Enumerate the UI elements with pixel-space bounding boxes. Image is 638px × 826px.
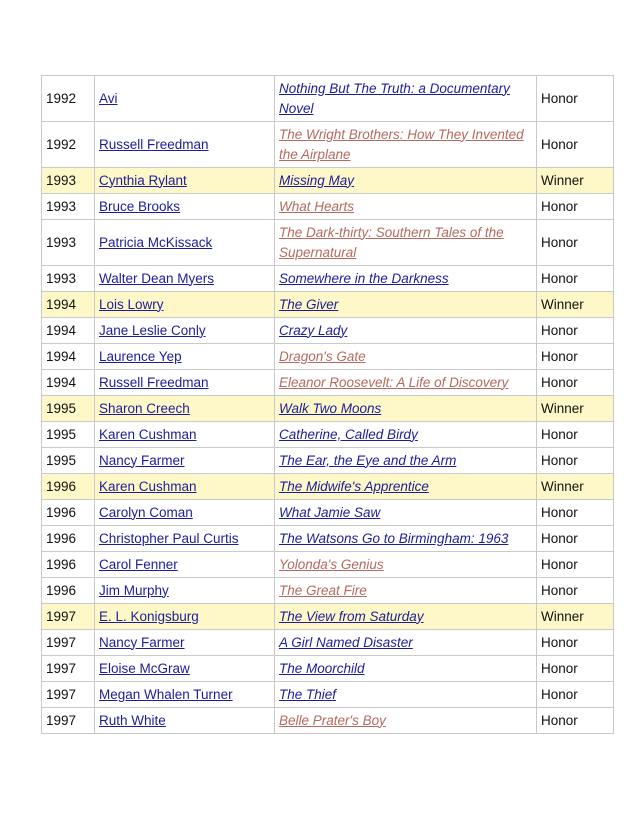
author-cell (95, 422, 275, 448)
book-title-link[interactable]: What Hearts (279, 198, 355, 214)
table-row (42, 656, 614, 682)
author-link[interactable]: Megan Whalen Turner (99, 686, 233, 702)
year-cell: 1996 (42, 474, 95, 500)
year-cell: 1992 (42, 76, 95, 122)
year-cell: 1993 (42, 194, 95, 220)
title-cell (275, 422, 537, 448)
title-cell (275, 292, 537, 318)
result-cell: Winner (537, 396, 614, 422)
author-cell (95, 122, 275, 168)
book-title-link[interactable]: The Giver (279, 296, 339, 312)
book-title-link[interactable]: What Jamie Saw (279, 504, 381, 520)
result-cell: Honor (537, 500, 614, 526)
book-title-link[interactable]: A Girl Named Disaster (279, 634, 413, 650)
author-cell (95, 344, 275, 370)
year-cell: 1995 (42, 422, 95, 448)
book-title-link[interactable]: Crazy Lady (279, 322, 348, 338)
title-cell (275, 448, 537, 474)
result-cell: Honor (537, 344, 614, 370)
book-title-link[interactable]: Yolonda's Genius (279, 556, 384, 572)
result-cell: Winner (537, 604, 614, 630)
title-cell (275, 168, 537, 194)
result-cell: Honor (537, 220, 614, 266)
result-cell: Honor (537, 682, 614, 708)
year-cell: 1993 (42, 266, 95, 292)
year-cell: 1996 (42, 526, 95, 552)
result-cell: Winner (537, 474, 614, 500)
author-cell (95, 500, 275, 526)
author-cell (95, 194, 275, 220)
year-cell: 1994 (42, 292, 95, 318)
author-cell (95, 708, 275, 734)
author-link[interactable]: Christopher Paul Curtis (99, 530, 239, 546)
author-cell (95, 76, 275, 122)
book-title-link[interactable]: The Ear, the Eye and the Arm (279, 452, 457, 468)
book-title-link[interactable]: The Midwife's Apprentice (279, 478, 429, 494)
result-cell: Honor (537, 318, 614, 344)
table-row (42, 168, 614, 194)
title-cell (275, 526, 537, 552)
author-cell (95, 630, 275, 656)
awards-table-body (42, 76, 614, 734)
author-cell (95, 168, 275, 194)
result-cell: Honor (537, 552, 614, 578)
author-link[interactable]: Laurence Yep (99, 348, 182, 364)
year-cell: 1993 (42, 168, 95, 194)
table-row (42, 318, 614, 344)
result-cell: Winner (537, 292, 614, 318)
year-cell: 1994 (42, 344, 95, 370)
author-cell (95, 318, 275, 344)
title-cell (275, 344, 537, 370)
author-link[interactable]: Eloise McGraw (99, 660, 190, 676)
year-cell: 1996 (42, 500, 95, 526)
table-row (42, 474, 614, 500)
author-cell (95, 526, 275, 552)
book-title-link[interactable]: Nothing But The Truth: a Documentary Novel (279, 80, 510, 116)
author-link[interactable]: Russell Freedman (99, 374, 209, 390)
result-cell: Honor (537, 422, 614, 448)
result-cell: Honor (537, 194, 614, 220)
result-cell: Honor (537, 656, 614, 682)
author-cell (95, 292, 275, 318)
author-link[interactable]: Jim Murphy (99, 582, 169, 598)
book-title-link[interactable]: The View from Saturday (279, 608, 424, 624)
author-link[interactable]: Bruce Brooks (99, 198, 181, 214)
author-cell (95, 552, 275, 578)
table-row (42, 220, 614, 266)
author-cell (95, 578, 275, 604)
year-cell: 1997 (42, 604, 95, 630)
title-cell (275, 500, 537, 526)
year-cell: 1993 (42, 220, 95, 266)
title-cell (275, 266, 537, 292)
title-cell (275, 318, 537, 344)
book-title-link[interactable]: Eleanor Roosevelt: A Life of Discovery (279, 374, 509, 390)
title-cell (275, 474, 537, 500)
table-row (42, 422, 614, 448)
author-link[interactable]: Karen Cushman (99, 426, 197, 442)
table-row (42, 630, 614, 656)
author-cell (95, 370, 275, 396)
awards-table (41, 75, 614, 734)
table-row (42, 682, 614, 708)
author-cell (95, 220, 275, 266)
title-cell (275, 370, 537, 396)
year-cell: 1997 (42, 630, 95, 656)
author-link[interactable]: Cynthia Rylant (99, 172, 187, 188)
year-cell: 1996 (42, 552, 95, 578)
table-row (42, 76, 614, 122)
table-row (42, 122, 614, 168)
table-row (42, 526, 614, 552)
table-row (42, 552, 614, 578)
author-link[interactable]: Carolyn Coman (99, 504, 193, 520)
title-cell (275, 578, 537, 604)
author-link[interactable]: Nancy Farmer (99, 634, 185, 650)
book-title-link[interactable]: The Wright Brothers: How They Invented the Airplane (279, 126, 524, 162)
result-cell: Honor (537, 630, 614, 656)
title-cell (275, 604, 537, 630)
author-cell (95, 396, 275, 422)
table-row (42, 370, 614, 396)
table-row (42, 578, 614, 604)
result-cell: Honor (537, 578, 614, 604)
author-cell (95, 448, 275, 474)
book-title-link[interactable]: The Thief (279, 686, 337, 702)
table-row (42, 266, 614, 292)
title-cell (275, 194, 537, 220)
book-title-link[interactable]: The Dark-thirty: Southern Tales of the Supernatural (279, 224, 504, 260)
author-link[interactable]: Jane Leslie Conly (99, 322, 206, 338)
book-title-link[interactable]: Belle Prater's Boy (279, 712, 386, 728)
author-link[interactable]: Carol Fenner (99, 556, 178, 572)
year-cell: 1995 (42, 396, 95, 422)
title-cell (275, 552, 537, 578)
result-cell: Honor (537, 76, 614, 122)
table-row (42, 500, 614, 526)
author-cell (95, 604, 275, 630)
title-cell (275, 220, 537, 266)
year-cell: 1997 (42, 708, 95, 734)
author-link[interactable]: Russell Freedman (99, 136, 209, 152)
book-title-link[interactable]: Dragon's Gate (279, 348, 366, 364)
result-cell: Winner (537, 168, 614, 194)
book-title-link[interactable]: The Great Fire (279, 582, 367, 598)
title-cell (275, 682, 537, 708)
table-row (42, 708, 614, 734)
author-link[interactable]: Patricia McKissack (99, 234, 213, 250)
book-title-link[interactable]: The Moorchild (279, 660, 365, 676)
year-cell: 1992 (42, 122, 95, 168)
author-link[interactable]: Avi (99, 90, 118, 106)
author-link[interactable]: Sharon Creech (99, 400, 190, 416)
author-link[interactable]: Nancy Farmer (99, 452, 185, 468)
author-link[interactable]: Lois Lowry (99, 296, 164, 312)
author-link[interactable]: E. L. Konigsburg (99, 608, 199, 624)
title-cell (275, 708, 537, 734)
book-title-link[interactable]: Missing May (279, 172, 355, 188)
author-cell (95, 266, 275, 292)
book-title-link[interactable]: The Watsons Go to Birmingham: 1963 (279, 530, 509, 546)
table-row (42, 448, 614, 474)
result-cell: Honor (537, 122, 614, 168)
title-cell (275, 656, 537, 682)
book-title-link[interactable]: Walk Two Moons (279, 400, 382, 416)
author-link[interactable]: Ruth White (99, 712, 166, 728)
year-cell: 1994 (42, 318, 95, 344)
title-cell (275, 122, 537, 168)
table-row (42, 344, 614, 370)
table-row (42, 292, 614, 318)
year-cell: 1997 (42, 682, 95, 708)
year-cell: 1995 (42, 448, 95, 474)
result-cell: Honor (537, 526, 614, 552)
table-row (42, 194, 614, 220)
result-cell: Honor (537, 448, 614, 474)
result-cell: Honor (537, 370, 614, 396)
result-cell: Honor (537, 266, 614, 292)
result-cell: Honor (537, 708, 614, 734)
title-cell (275, 396, 537, 422)
title-cell (275, 76, 537, 122)
author-link[interactable]: Walter Dean Myers (99, 270, 215, 286)
book-title-link[interactable]: Somewhere in the Darkness (279, 270, 449, 286)
table-row (42, 396, 614, 422)
year-cell: 1997 (42, 656, 95, 682)
author-link[interactable]: Karen Cushman (99, 478, 197, 494)
book-title-link[interactable]: Catherine, Called Birdy (279, 426, 418, 442)
author-cell (95, 474, 275, 500)
author-cell (95, 656, 275, 682)
year-cell: 1996 (42, 578, 95, 604)
year-cell: 1994 (42, 370, 95, 396)
author-cell (95, 682, 275, 708)
title-cell (275, 630, 537, 656)
table-row (42, 604, 614, 630)
